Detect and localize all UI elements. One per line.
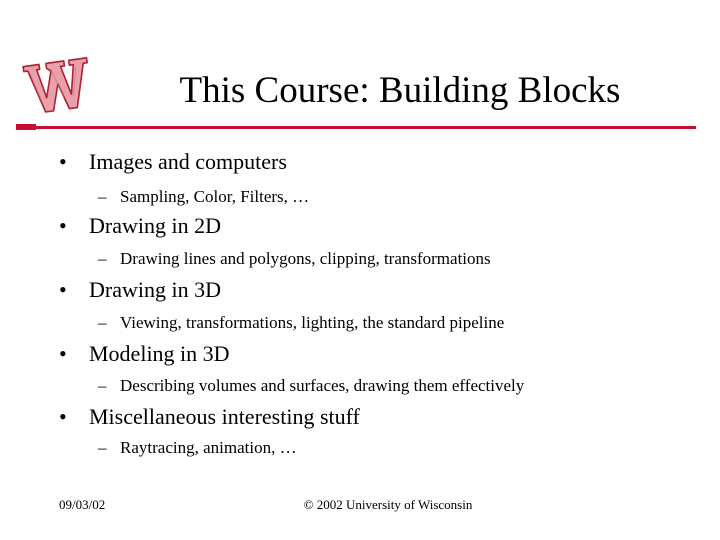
sub-bullet-text: Viewing, transformations, lighting, the standard pipeline [120,313,505,332]
sub-bullet-text: Describing volumes and surfaces, drawing them effectively [120,376,525,395]
bullet-icon: • [59,277,67,302]
dash-icon: – [98,313,107,332]
sub-bullet-item [98,437,297,459]
sub-bullet-item [98,375,524,397]
bullet-icon: • [59,404,67,429]
bullet-icon: • [59,149,67,174]
sub-bullet-text: Raytracing, animation, … [120,438,297,457]
bullet-text: Modeling in 3D [89,341,230,366]
bullet-icon: • [59,213,67,238]
dash-icon: – [98,187,107,206]
bullet-text: Drawing in 2D [89,213,221,238]
sub-bullet-text: Drawing lines and polygons, clipping, transformations [120,249,491,268]
sub-bullet-item [98,186,309,208]
bullet-text: Miscellaneous interesting stuff [89,404,360,429]
bullet-text: Drawing in 3D [89,277,221,302]
footer-date: 09/03/02 [59,497,106,512]
footer-copyright: © 2002 University of Wisconsin [303,497,473,512]
slide-title: This Course: Building Blocks [179,70,621,111]
bullet-text: Images and computers [89,149,287,174]
sub-bullet-item [98,248,491,270]
sub-bullet-item [98,312,504,334]
dash-icon: – [98,249,107,268]
bullet-item [59,404,360,430]
dash-icon: – [98,438,107,457]
bullet-item [59,341,230,367]
bullet-item [59,213,221,239]
bullet-item [59,149,287,175]
bullet-item [59,277,221,303]
bullet-icon: • [59,341,67,366]
dash-icon: – [98,376,107,395]
sub-bullet-text: Sampling, Color, Filters, … [120,187,310,206]
